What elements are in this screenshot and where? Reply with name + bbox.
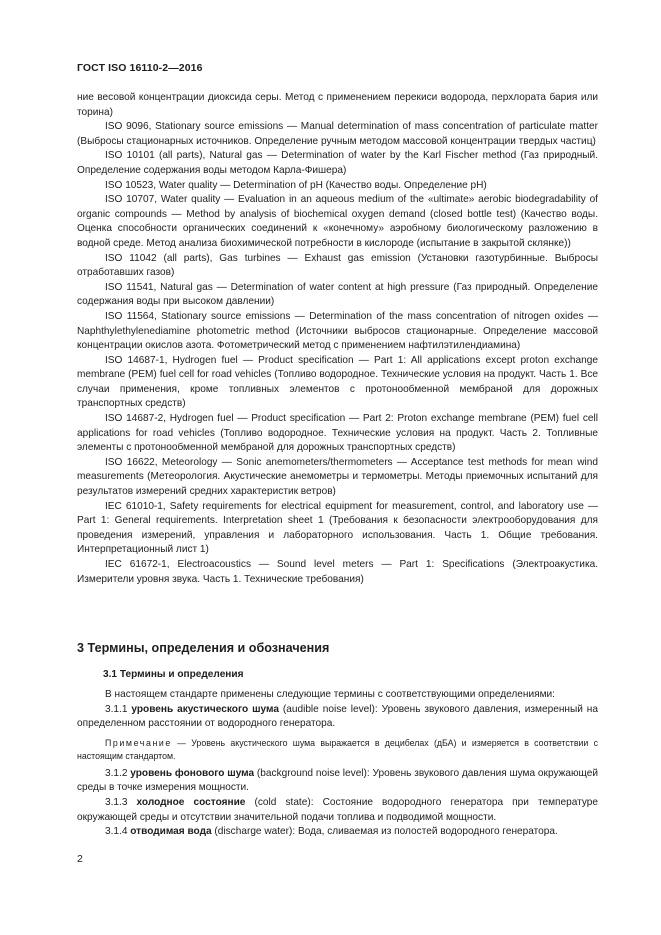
reference-paragraph: IEC 61672-1, Electroacoustics — Sound level meters — Part 1: Specifications (Электроакустика. Измерители уровня звука. Часть 1. Технические требования) (77, 559, 598, 585)
term-text: (background noise level): Уровень звукового давления шума окружающей среды в точке измерения мощности. (77, 767, 598, 794)
subsection-heading: 3.1 Термины и определения (103, 669, 244, 680)
term-number: 3.1.1 (105, 703, 128, 715)
term-name: уровень акустического шума (131, 703, 279, 715)
reference-paragraph: ISO 10101 (all parts), Natural gas — Determination of water by the Karl Fischer method (Газ природный. Определение содержания воды методом Карла-Фишера) (77, 150, 598, 176)
reference-paragraph: ISO 11042 (all parts), Gas turbines — Exhaust gas emission (Установки газотурбинные. Выбросы отработавших газов) (77, 252, 598, 279)
term-text: (discharge water): Вода, сливаемая из полостей водородного генератора. (211, 826, 558, 838)
reference-paragraph: ISO 14687-1, Hydrogen fuel — Product specification — Part 1: All applications except proton exchange membrane (PEM) fuel cell for road vehicles (Топливо водородное. Технические условия на продукт. Часть 1. Все случаи применения, кроме топливных элементов с протонообменной мембраной для дорожных транспортных средств) (77, 354, 598, 410)
term-definition (77, 825, 598, 840)
term-name: отводимая вода (130, 826, 212, 838)
reference-paragraph: ние весовой концентрации диоксида серы. Метод с применением перекиси водорода, перхлората бария или торина) (77, 92, 598, 118)
term-number: 3.1.3 (105, 796, 128, 808)
term-text: (audible noise level): Уровень звукового давления, измеренный на определенном расстоянии от водородного генератора. (77, 703, 598, 730)
term-name: уровень фонового шума (130, 767, 255, 779)
normative-references (77, 91, 598, 587)
reference-paragraph: ISO 10523, Water quality — Determination of pH (Качество воды. Определение pH) (105, 179, 487, 191)
reference-paragraph: IEC 61010-1, Safety requirements for electrical equipment for measurement, control, and laboratory use — Part 1: General requirements. Interpretation sheet 1 (Требования к безопасности электрооборудования для проведения измерений, управления и лабораторного использования. Часть 1. Общие требования. Интерпретационный лист 1) (77, 500, 598, 556)
reference-paragraph: ISO 11564, Stationary source emissions — Determination of the mass concentration of nitrogen oxides — Naphthylethylenediamine photometric method (Источники выбросов стационарные. Определение массовой концентрации окислов азота. Фотометрический метод с применением нафтилэтилендиамина) (77, 310, 598, 352)
reference-paragraph: ISO 16622, Meteorology — Sonic anemometers/thermometers — Acceptance test methods for mean wind measurements (Метеорология. Акустические анемометры и термометры. Методы приемочных испытаний для результатов измерений средних характеристик ветров) (77, 456, 598, 498)
term-name: холодное состояние (136, 796, 246, 808)
term-definition (77, 767, 598, 796)
terms-intro: В настоящем стандарте применены следующие термины с соответствующими определениями: (105, 689, 555, 700)
reference-paragraph: ISO 11541, Natural gas — Determination of water content at high pressure (Газ природный. Определение содержания воды при высоком давлении) (77, 281, 598, 308)
term-number: 3.1.2 (105, 767, 128, 779)
reference-paragraph: ISO 10707, Water quality — Evaluation in an aqueous medium of the «ultimate» aerobic biodegradability of organic compounds — Method by analysis of biochemical oxygen demand (closed bottle test) (Качество воды. Оценка способности органических соединений к «конечному» аэробному биологическому разложению в водной среде. Метод анализа биохимической потребности в кислороде (испытание в закрытой склянке)) (77, 194, 598, 249)
term-number: 3.1.4 (105, 826, 128, 838)
note (77, 737, 598, 763)
term-text: (cold state): Состояние водородного генератора при температуре окружающей среды и отсутствии значительной подачи топлива и подводимой мощности. (77, 796, 598, 823)
term-definition (77, 703, 598, 732)
document-header: ГОСТ ISO 16110-2—2016 (77, 62, 203, 74)
reference-paragraph: ISO 9096, Stationary source emissions — Manual determination of mass concentration of particulate matter (Выбросы стационарных источников. Определение ручным методом массовой концентрации твердых частиц) (77, 121, 598, 147)
page-number: 2 (77, 853, 83, 865)
note-label: Примечание (105, 737, 172, 748)
terms-section (77, 688, 598, 840)
reference-paragraph: ISO 14687-2, Hydrogen fuel — Product specification — Part 2: Proton exchange membrane (PEM) fuel cell applications for road vehicles (Топливо водородное. Технические условия на продукт. Часть 2. Топливные элементы с протонообменной мембраной для дорожных транспортных средств) (77, 413, 598, 454)
term-definition (77, 796, 598, 825)
note-text: — Уровень акустического шума выражается в децибелах (дБА) и измеряется в соответствии с настоящим стандартом. (77, 737, 598, 761)
section-heading: 3 Термины, определения и обозначения (77, 641, 330, 655)
